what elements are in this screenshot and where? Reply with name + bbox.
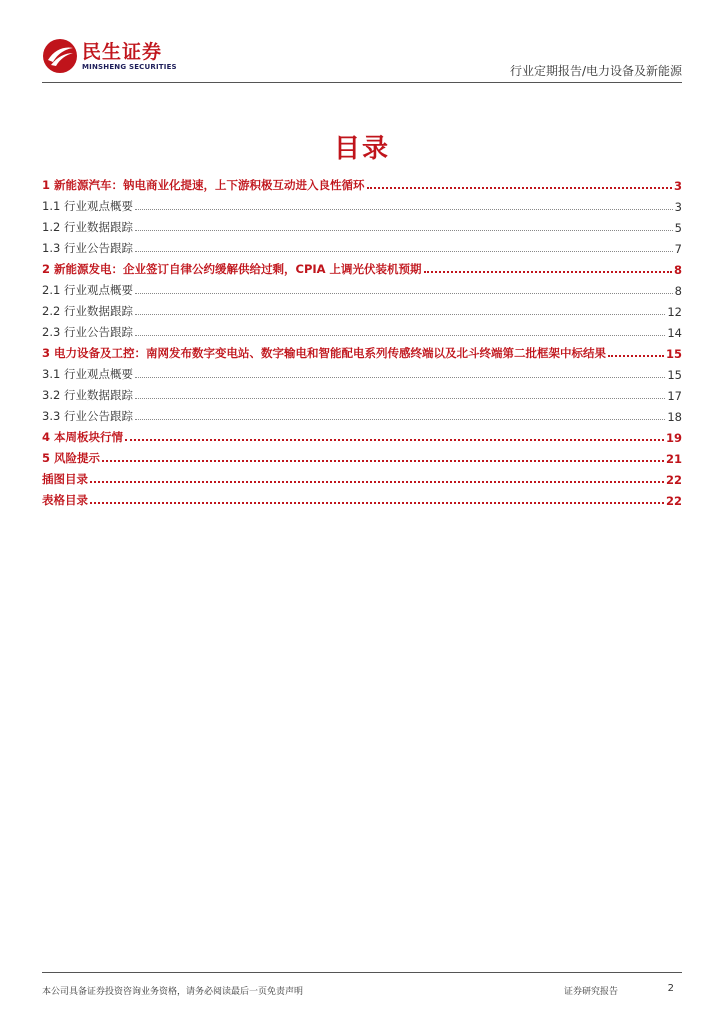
toc-entry-page: 3 — [674, 200, 682, 214]
toc-entry-sub[interactable] — [42, 277, 682, 298]
toc-entry-sub[interactable] — [42, 214, 682, 235]
toc-entry-page: 22 — [665, 473, 682, 487]
toc-dot-leader — [135, 377, 665, 378]
page-header — [42, 38, 682, 84]
toc-entry-title: 4 本周板块行情 — [42, 430, 124, 444]
company-logo — [42, 38, 177, 74]
toc-dot-leader — [90, 481, 664, 483]
toc-dot-leader — [102, 460, 664, 462]
toc-dot-leader — [135, 251, 673, 252]
toc-dot-leader — [135, 419, 665, 420]
toc-entry-page: 21 — [665, 452, 682, 466]
toc-entry-page: 7 — [674, 242, 682, 256]
toc-entry-main[interactable] — [42, 487, 682, 508]
toc-dot-leader — [367, 187, 672, 189]
minsheng-logo-icon — [42, 38, 78, 74]
toc-entry-page: 8 — [674, 284, 682, 298]
toc-dot-leader — [135, 293, 673, 294]
toc-entry-sub[interactable] — [42, 361, 682, 382]
toc-entry-page: 5 — [674, 221, 682, 235]
toc-dot-leader — [424, 271, 672, 273]
toc-dot-leader — [135, 314, 665, 315]
toc-entry-title: 1.3 行业公告跟踪 — [42, 241, 133, 255]
toc-entry-page: 14 — [667, 326, 682, 340]
toc-entry-title: 3.3 行业公告跟踪 — [42, 409, 133, 423]
toc-entry-page: 3 — [673, 179, 682, 193]
toc-dot-leader — [135, 209, 673, 210]
toc-dot-leader — [608, 355, 664, 357]
toc-entry-main[interactable] — [42, 340, 682, 361]
toc-entry-sub[interactable] — [42, 235, 682, 256]
toc-entry-sub[interactable] — [42, 382, 682, 403]
toc-entry-title: 3.2 行业数据跟踪 — [42, 388, 133, 402]
toc-entry-main[interactable] — [42, 445, 682, 466]
toc-entry-page: 22 — [665, 494, 682, 508]
toc-dot-leader — [135, 398, 665, 399]
header-divider — [42, 82, 682, 83]
toc-entry-title: 1 新能源汽车：钠电商业化提速，上下游积极互动进入良性循环 — [42, 178, 365, 192]
toc-entry-page: 17 — [667, 389, 682, 403]
toc-entry-sub[interactable] — [42, 403, 682, 424]
toc-entry-title: 表格目录 — [42, 493, 88, 507]
toc-entry-title: 3 电力设备及工控：南网发布数字变电站、数字输电和智能配电系列传感终端以及北斗终端第二批框架中标结果 — [42, 346, 606, 360]
toc-dot-leader — [90, 502, 664, 504]
toc-dot-leader — [135, 335, 665, 336]
footer-divider — [42, 972, 682, 973]
report-type-label: 行业定期报告/电力设备及新能源 — [509, 64, 682, 78]
toc-entry-sub[interactable] — [42, 193, 682, 214]
toc-entry-page: 12 — [667, 305, 682, 319]
toc-entry-sub[interactable] — [42, 319, 682, 340]
toc-entry-page: 15 — [667, 368, 682, 382]
toc-dot-leader — [125, 439, 664, 441]
page-number: 2 — [667, 983, 674, 994]
toc-entry-main[interactable] — [42, 466, 682, 487]
toc-entry-page: 8 — [673, 263, 682, 277]
logo-chinese-name: 民生证券 — [82, 40, 163, 63]
toc-entry-title: 5 风险提示 — [42, 451, 101, 465]
toc-entry-page: 19 — [665, 431, 682, 445]
toc-entry-page: 18 — [667, 410, 682, 424]
document-type-label: 证券研究报告 — [564, 987, 619, 997]
toc-entry-title: 1.2 行业数据跟踪 — [42, 220, 133, 234]
toc-entry-title: 1.1 行业观点概要 — [42, 199, 133, 213]
toc-title: 目录 — [333, 134, 390, 164]
toc-entry-title: 3.1 行业观点概要 — [42, 367, 133, 381]
page-footer — [42, 972, 682, 997]
toc-entry-main[interactable] — [42, 424, 682, 445]
logo-english-name: MINSHENG SECURITIES — [82, 62, 177, 71]
toc-dot-leader — [135, 230, 673, 231]
toc-entry-main[interactable] — [42, 256, 682, 277]
toc-entry-title: 2 新能源发电：企业签订自律公约缓解供给过剩，CPIA 上调光伏装机预期 — [42, 262, 422, 276]
toc-entry-main[interactable] — [42, 172, 682, 193]
toc-entry-sub[interactable] — [42, 298, 682, 319]
table-of-contents — [42, 172, 682, 508]
toc-entry-title: 插图目录 — [42, 472, 88, 486]
toc-entry-title: 2.3 行业公告跟踪 — [42, 325, 133, 339]
toc-entry-title: 2.2 行业数据跟踪 — [42, 304, 133, 318]
toc-entry-page: 15 — [665, 347, 682, 361]
disclaimer-text: 本公司具备证券投资咨询业务资格，请务必阅读最后一页免责声明 — [42, 987, 304, 997]
toc-entry-title: 2.1 行业观点概要 — [42, 283, 133, 297]
